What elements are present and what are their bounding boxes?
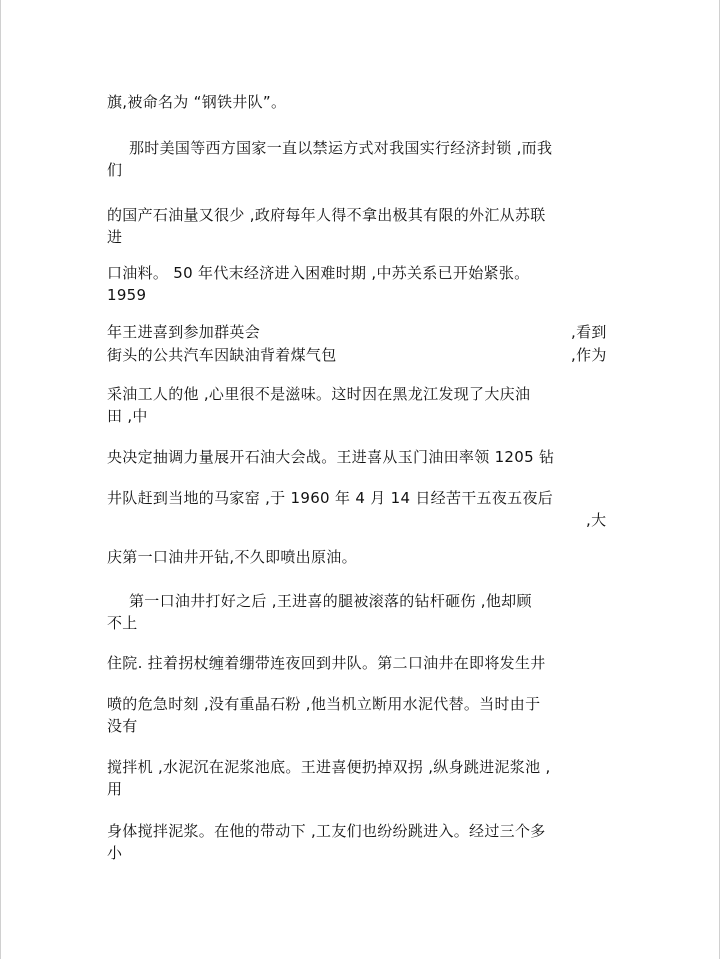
paragraph-start-line: 那时美国等西方国家一直以禁运方式对我国实行经济封锁 ,而我 (129, 139, 553, 157)
text-line: 井队赶到当地的马家窑 ,于 1960 年 4 月 14 日经苦干五夜五夜后 (107, 489, 554, 507)
text-line: 身体搅拌泥浆。在他的带动下 ,工友们也纷纷跳进入。经过三个多 (107, 822, 546, 840)
text-line: 口油料。 50 年代末经济进入困难时期 ,中苏关系已开始紧张。 (107, 264, 530, 282)
text-line: 小 (107, 844, 123, 862)
text-line: 1959 (107, 286, 147, 304)
text-line: ,作为 (571, 346, 607, 364)
text-line: 年王进喜到参加群英会 (107, 323, 261, 341)
text-line: 进 (107, 228, 123, 246)
text-line: 们 (107, 161, 123, 179)
text-line: 旗,被命名为 “钢铁井队”。 (107, 93, 287, 111)
text-line: 没有 (107, 717, 138, 735)
text-line: ,大 (586, 511, 607, 529)
text-line: 央决定抽调力量展开石油大会战。王进喜从玉门油田率领 1205 钻 (107, 448, 555, 466)
text-line: 庆第一口油井开钻,不久即喷出原油。 (107, 548, 357, 566)
text-line: 用 (107, 780, 123, 798)
text-line: 采油工人的他 ,心里很不是滋味。这时因在黑龙江发现了大庆油 (107, 385, 531, 403)
text-line: 搅拌机 ,水泥沉在泥浆池底。王进喜便扔掉双拐 ,纵身跳进泥浆池 , (107, 758, 551, 776)
paragraph-start-line: 第一口油井打好之后 ,王进喜的腿被滚落的钻杆砸伤 ,他却顾 (129, 592, 532, 610)
text-line: 不上 (107, 614, 138, 632)
text-line: 的国产石油量又很少 ,政府每年人得不拿出极其有限的外汇从苏联 (107, 206, 546, 224)
text-line: ,看到 (571, 323, 607, 341)
text-line: 街头的公共汽车因缺油背着煤气包 (107, 346, 337, 364)
text-line: 住院. 拄着拐杖缠着绷带连夜回到井队。第二口油井在即将发生井 (107, 654, 546, 672)
text-line: 田 ,中 (107, 407, 148, 425)
text-line: 喷的危急时刻 ,没有重晶石粉 ,他当机立断用水泥代替。当时由于 (107, 695, 541, 713)
